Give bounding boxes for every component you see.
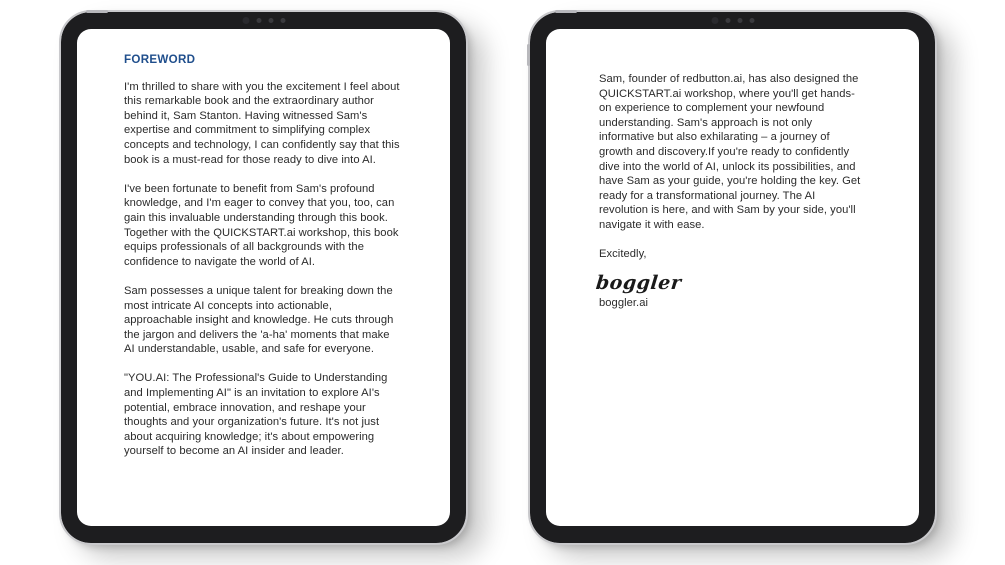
foreword-paragraph-2: I've been fortunate to benefit from Sam's profound knowledge, and I'm eager to convey that you, too, can gain this invaluable understanding through this book. Together with the QUICKSTART.ai workshop, this book equips professionals of all backgrounds with the confidence to navigate the world of AI.: [124, 182, 399, 268]
handwritten-signature: boggler: [594, 271, 683, 294]
right-tablet-side-button: [527, 44, 530, 66]
right-tablet: [530, 12, 935, 543]
right-screen: [546, 29, 919, 526]
right-camera: [711, 16, 754, 24]
right-page-content: [594, 72, 861, 326]
closing-line: Excitedly,: [599, 248, 647, 261]
left-tablet: [61, 12, 466, 543]
left-tablet-top-button: [86, 10, 108, 13]
left-camera: [242, 16, 285, 24]
foreword-paragraph-5: Sam, founder of redbutton.ai, has also designed the QUICKSTART.ai workshop, where you'll get hands-on experience to complement your newfound understanding. Sam's approach is not only informative but also exhilarating – a journey of growth and discovery.If you're ready to confidently dive into the world of AI, unlock its possibilities, and have Sam as your guide, you're holding the key. Get ready for a transformational journey. The AI revolution is here, and with Sam by your side, you'll navigate it with ease.: [599, 73, 861, 231]
foreword-paragraph-1: I'm thrilled to share with you the excitement I feel about this remarkable book and the extraordinary author behind it, Sam Stanton. Having witnessed Sam's expertise and commitment to simplifying complex concepts and technology, I can confidently say that this book is a must-read for those ready to dive into AI.: [124, 80, 400, 166]
left-page-content: [124, 53, 402, 474]
foreword-paragraph-3: Sam possesses a unique talent for breaking down the most intricate AI concepts into actionable, approachable insight and knowledge. He cuts through the jargon and delivers the 'a-ha' moments that make AI understandable, usable, and safe for everyone.: [124, 284, 394, 356]
right-tablet-top-button: [555, 10, 577, 13]
signer-name: boggler.ai: [599, 297, 649, 310]
left-screen: [77, 29, 450, 526]
foreword-heading: FOREWORD: [124, 53, 196, 66]
foreword-paragraph-4: "YOU.AI: The Professional's Guide to Understanding and Implementing AI" is an invitation to explore AI's potential, embrace innovation, and reshape your thoughts and your organization's future. It's not just about acquiring knowledge; it's about empowering yourself to become an AI insider and leader.: [124, 372, 388, 458]
